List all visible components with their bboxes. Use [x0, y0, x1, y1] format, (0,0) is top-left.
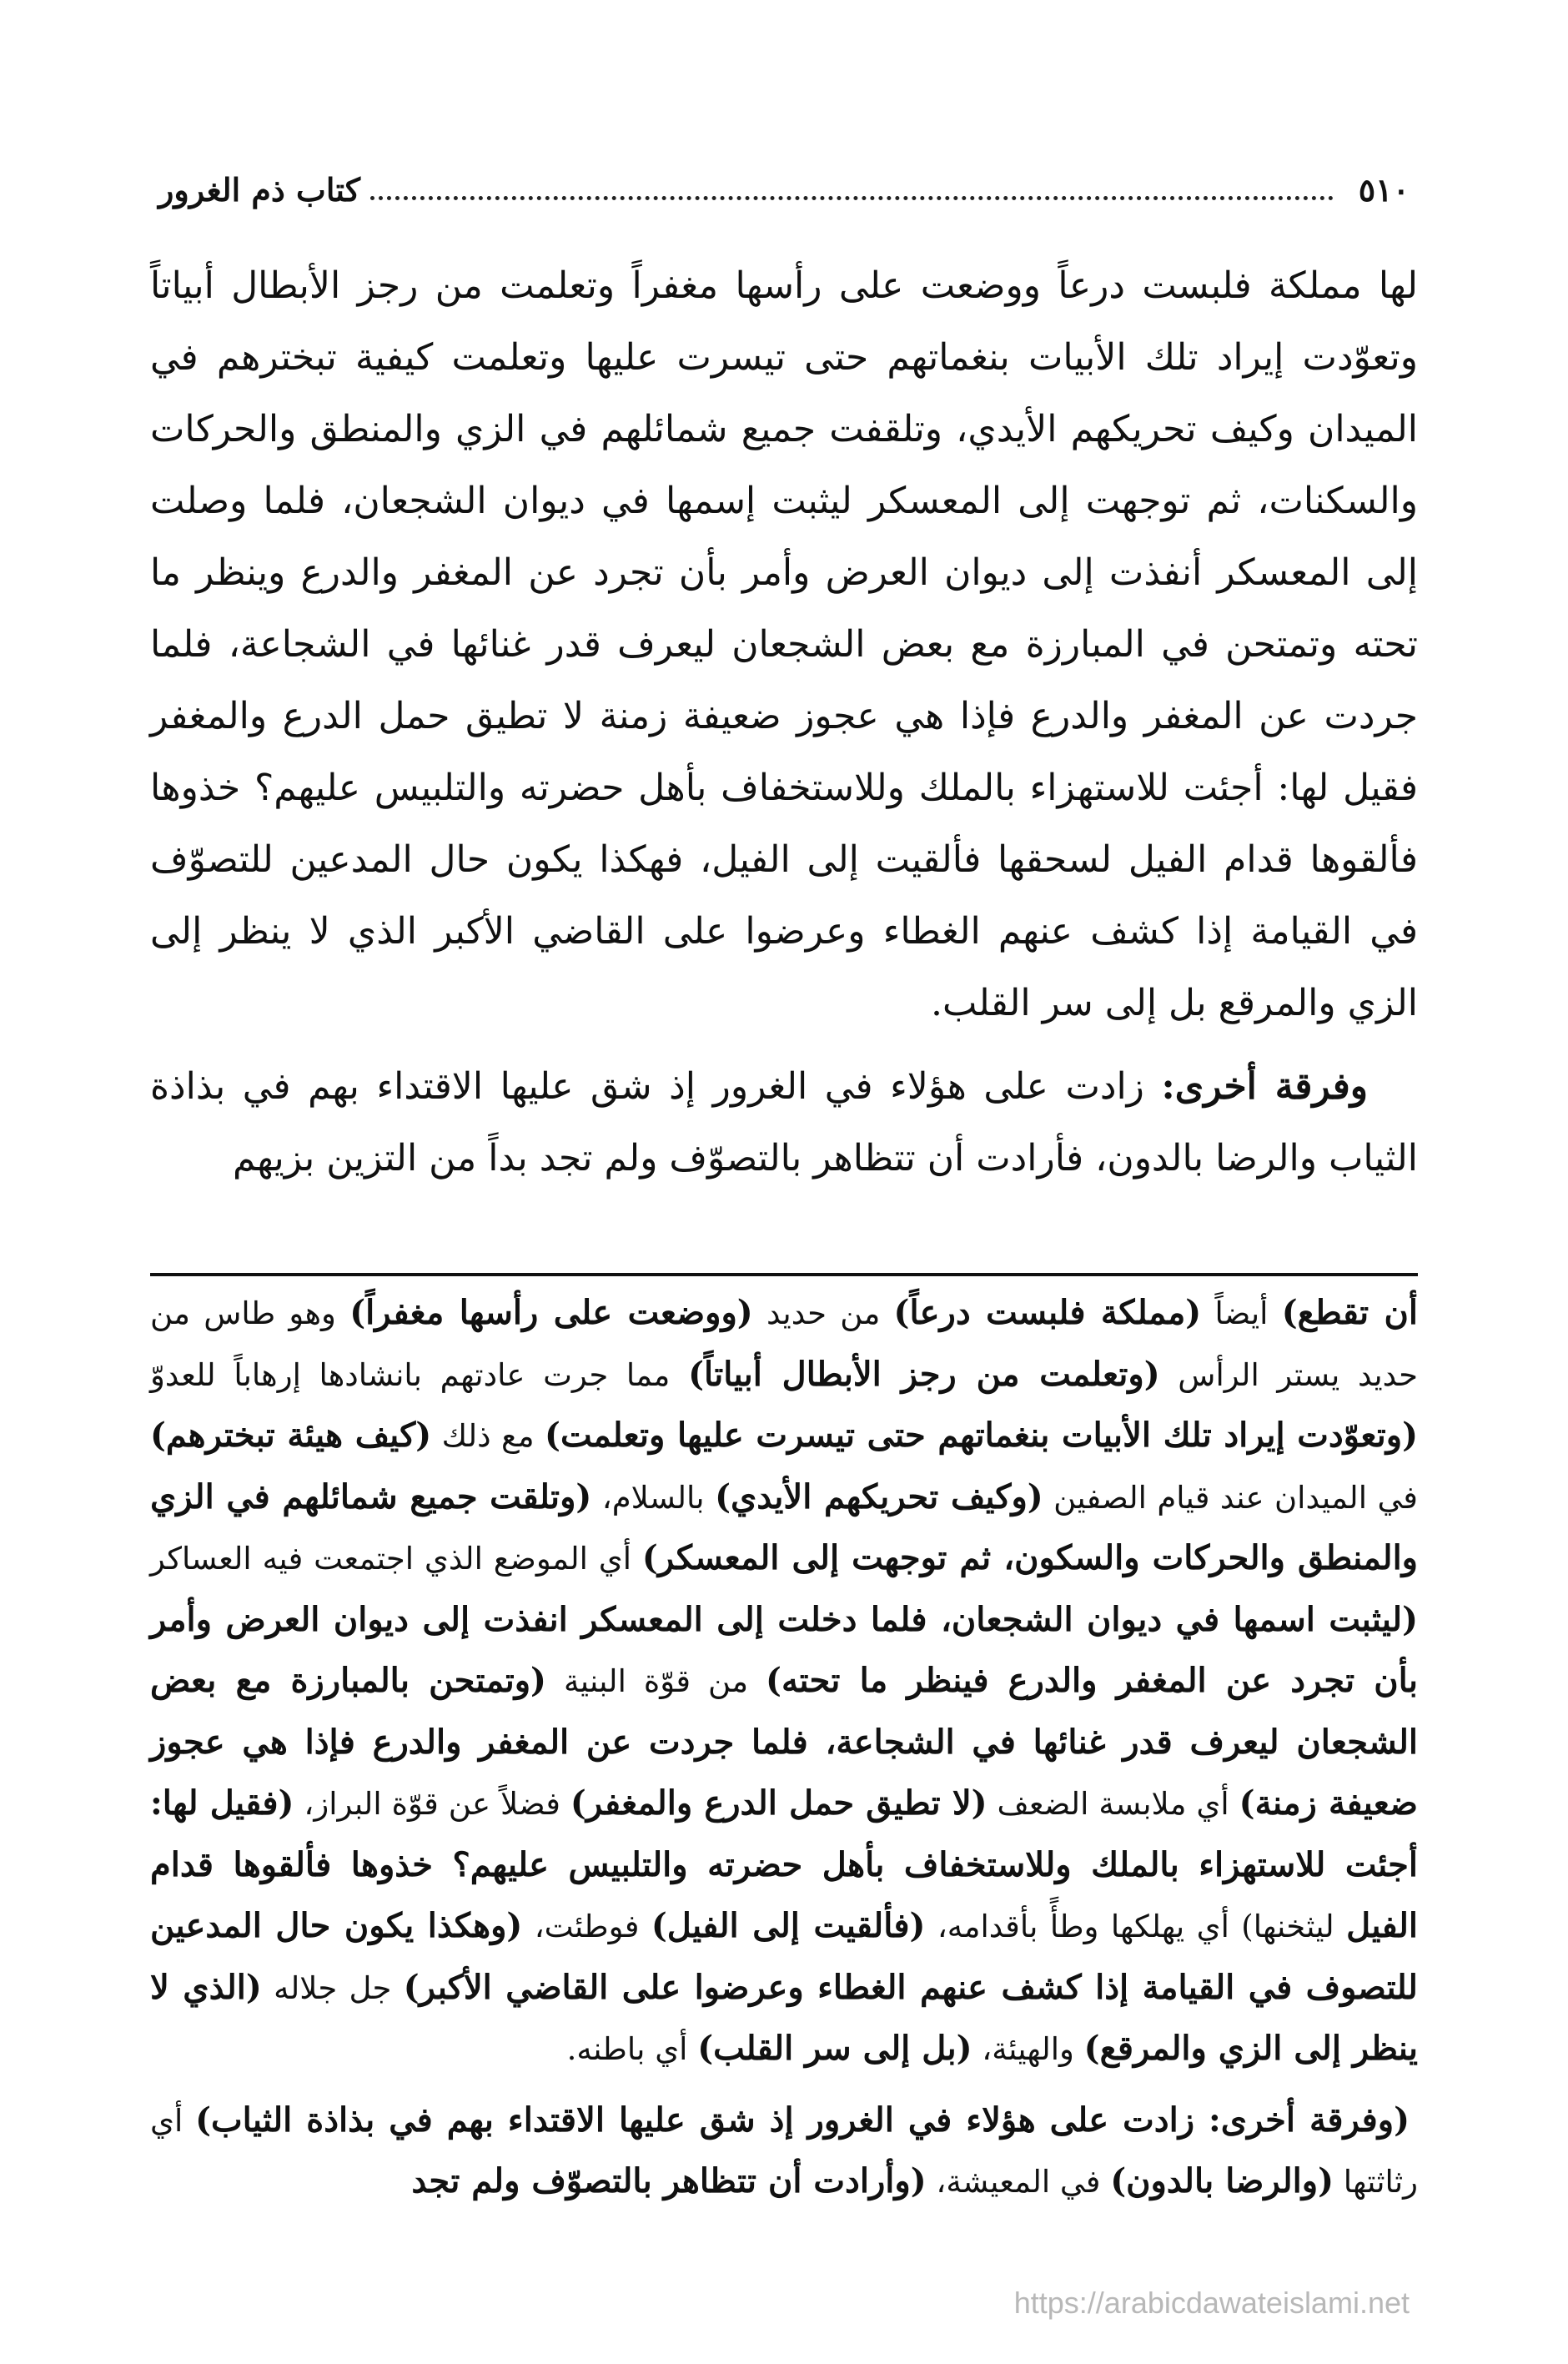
main-paragraph-1: لها مملكة فلبست درعاً ووضعت على رأسها مغفراً وتعلمت من رجز الأبطال أبياتاً وتعوّدت إيراد تلك الأبيات بنغماتهم حتى تيسرت عليها وتعلمت كيفية تبخترهم في الميدان وكيف تحريكهم الأيدي، وتلقفت جميع شمائلهم في الزي والمنطق والحركات والسكنات، ثم توجهت إلى المعسكر ليثبت إسمها في ديوان الشجعان، فلما وصلت إلى المعسكر أنفذت إلى ديوان العرض وأمر بأن تجرد عن المغفر والدرع وينظر ما تحته وتمتحن في المبارزة مع بعض الشجعان ليعرف قدر غنائها في الشجاعة، فلما جردت عن المغفر والدرع فإذا هي عجوز ضعيفة زمنة لا تطيق حمل الدرع والمغفر فقيل لها: أجئت للاستهزاء بالملك وللاستخفاف بأهل حضرته والتلبيس عليهم؟ خذوها فألقوها قدام الفيل لسحقها فألقيت إلى الفيل، فهكذا يكون حال المدعين للتصوّف في القيامة إذا كشف عنهم الغطاء وعرضوا على القاضي الأكبر الذي لا ينظر إلى الزي والمرقع بل إلى سر القلب.: [150, 264, 1418, 1024]
commentary-explanation: أي باطنه.: [566, 2031, 698, 2067]
commentary-paragraph-1: [150, 1283, 1418, 2080]
commentary-quoted-text: (وكيف تحريكهم الأيدي): [715, 1476, 1043, 1516]
commentary-explanation: أي ملابسة الضعف: [987, 1786, 1239, 1822]
commentary-quoted-text: (وتعوّدت إيراد تلك الأبيات بنغماتهم حتى تيسرت عليها وتعلمت): [545, 1416, 1418, 1455]
commentary-quoted-text: (لا تطيق حمل الدرع والمغفر): [570, 1783, 988, 1823]
commentary-quoted-text: (الذي لا ينظر إلى الزي والمرقع): [150, 1967, 1418, 2068]
commentary-explanation: فضلاً عن قوّة البراز،: [294, 1786, 570, 1822]
commentary-explanation: ليثخنها) أي يهلكها وطأً بأقدامه،: [925, 1909, 1347, 1944]
commentary-quoted-text: (ليثبت اسمها في ديوان الشجعان، فلما دخلت إلى المعسكر انفذت إلى ديوان العرض وأمر بأن تجرد عن المغفر والدرع فينظر ما تحته): [150, 1599, 1418, 1700]
commentary-quoted-text: (وأرادت أن تتظاهر بالتصوّف ولم تجد: [411, 2161, 927, 2201]
commentary-explanation: مع ذلك: [431, 1418, 545, 1454]
commentary-explanation: مما جرت عادتهم بانشادها إرهاباً للعدوّ: [150, 1356, 689, 1393]
commentary-explanation: في الميدان عند قيام الصفين: [1043, 1479, 1418, 1516]
commentary: [150, 1283, 1418, 2213]
commentary-quoted-text: (ووضعت على رأسها مغفراً): [349, 1293, 753, 1332]
header-dotted-leader: [370, 196, 1334, 200]
commentary-explanation: أيضاً: [1201, 1295, 1282, 1331]
commentary-explanation: من قوّة البنية: [545, 1663, 766, 1699]
commentary-quoted-text: أن تقطع): [1281, 1293, 1419, 1332]
commentary-quoted-text: (كيف هيئة تبخترهم): [150, 1416, 432, 1455]
commentary-paragraph-2: [150, 2090, 1418, 2213]
commentary-explanation: وهو طاس من حديد يستر الرأس: [150, 1295, 1418, 1393]
commentary-quoted-text: (وتمتحن بالمبارزة مع بعض الشجعان ليعرف قدر غنائها في الشجاعة، فلما جردت عن المغفر والدرع فإذا هي عجوز ضعيفة زمنة): [150, 1661, 1418, 1823]
commentary-quoted-text: (وتعلمت من رجز الأبطال أبياتاً): [688, 1354, 1160, 1394]
commentary-explanation: في المعيشة،: [926, 2164, 1111, 2200]
commentary-explanation: فوطئت،: [522, 1909, 651, 1944]
commentary-explanation: أي الموضع الذي اجتمعت فيه العساكر: [150, 1541, 642, 1577]
main-paragraph-2-body: زادت على هؤلاء في الغرور إذ شق عليها الاقتداء بهم في بذاذة الثياب والرضا بالدون، فأرادت أن تتظاهر بالتصوّف ولم تجد بداً من التزين بزيهم: [150, 1065, 1418, 1179]
commentary-quoted-text: (فألقيت إلى الفيل): [651, 1906, 926, 1945]
footnote-separator: [150, 1273, 1418, 1276]
main-text: [150, 250, 1418, 1195]
page-number: ٥١٠: [1358, 171, 1410, 209]
main-paragraph-2-lead: وفرقة أخرى:: [1161, 1065, 1368, 1108]
commentary-explanation: والهيئة،: [972, 2031, 1084, 2067]
commentary-explanation: من حديد: [752, 1295, 894, 1331]
commentary-explanation: بالسلام،: [591, 1479, 716, 1516]
commentary-quoted-text: (بل إلى سر القلب): [697, 2029, 972, 2068]
commentary-quoted-text: (فقيل لها: أجئت للاستهزاء بالملك وللاستخفاف بأهل حضرته والتلبيس عليهم؟ خذوها فألقوها قدام الفيل: [150, 1783, 1418, 1945]
page-header: [158, 150, 1410, 209]
commentary-explanation: أي رثاثتها: [150, 2102, 1418, 2200]
commentary-quoted-text: (والرضا بالدون): [1110, 2161, 1334, 2201]
main-paragraph-2: [150, 1051, 1418, 1195]
commentary-quoted-text: (مملكة فلبست درعاً): [893, 1293, 1202, 1332]
commentary-quoted-text: (وفرقة أخرى: زادت على هؤلاء في الغرور إذ شق عليها الاقتداء بهم في بذاذة الثياب): [195, 2100, 1410, 2140]
commentary-explanation: جل جلاله: [261, 1969, 404, 2006]
running-title: كتاب ذم الغرور: [158, 171, 360, 209]
commentary-quoted-text: (وهكذا يكون حال المدعين للتصوف في القيامة إذا كشف عنهم الغطاء وعرضوا على القاضي الأكبر): [150, 1906, 1418, 2007]
commentary-quoted-text: (وتلقت جميع شمائلهم في الزي والمنطق والحركات والسكون، ثم توجهت إلى المعسكر): [150, 1476, 1418, 1577]
watermark: https://arabicdawateislami.net: [1013, 2286, 1410, 2320]
